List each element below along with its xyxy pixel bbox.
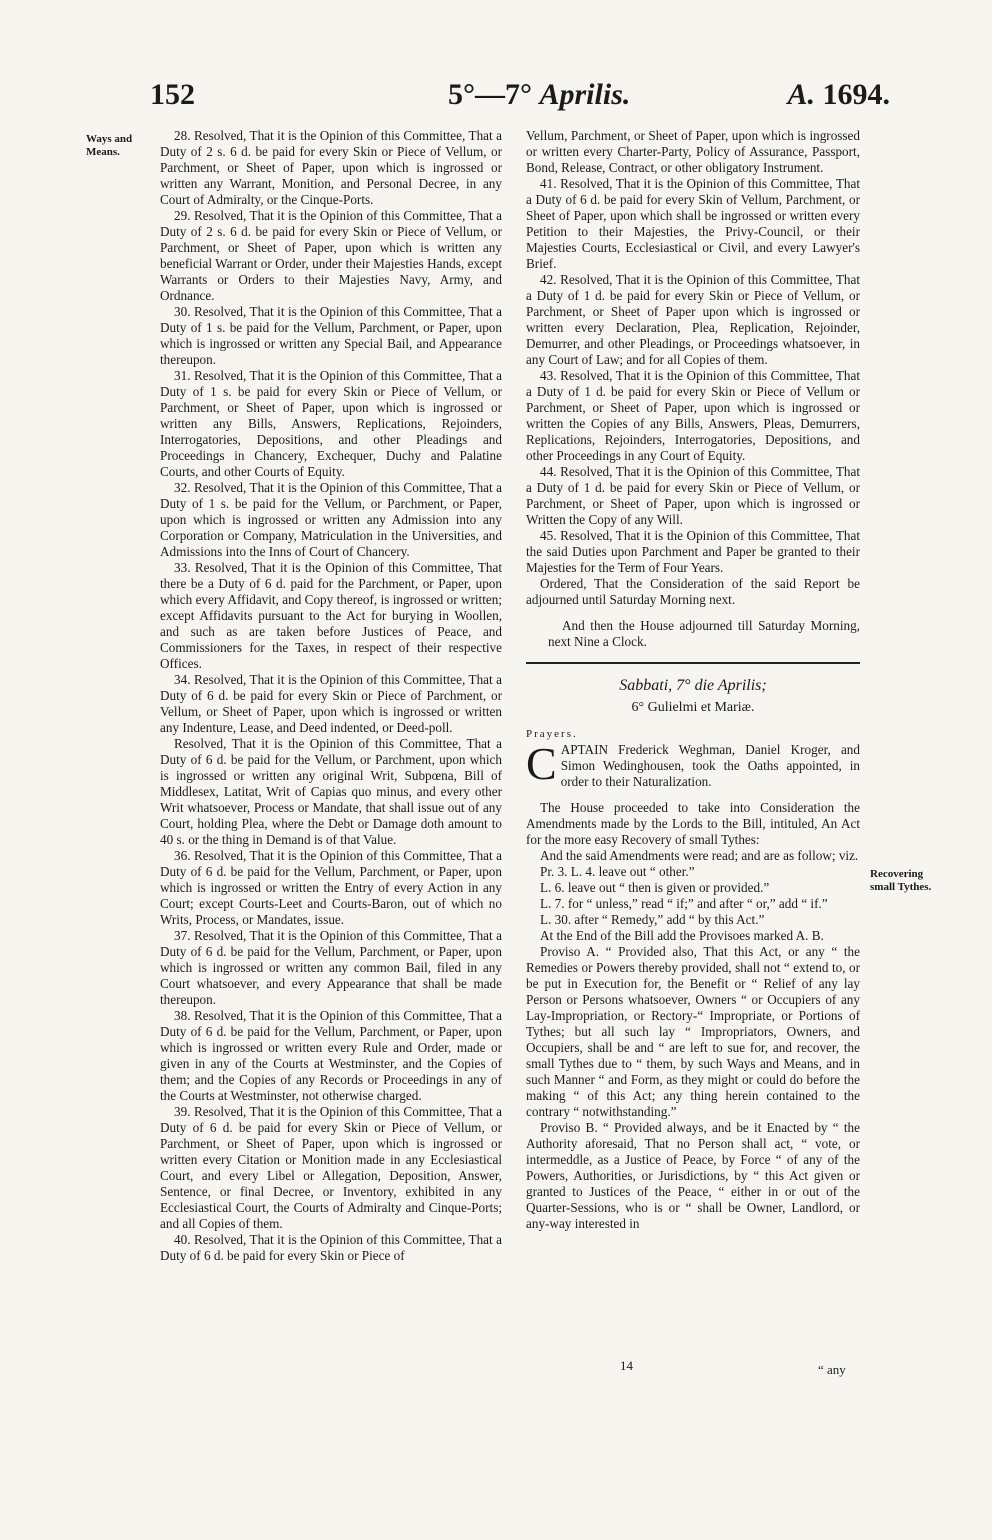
amendment-2: L. 6. leave out “ then is given or provided.”	[540, 880, 770, 895]
resolution-39: 39. Resolved, That it is the Opinion of this Committee, That a Duty of 6 d. be paid for every Skin or Piece of Vellum, or Parchment, or Sheet of Paper, upon which is ingrossed or written every Citation or Monition made in any Ecclesiastical Court, and every Libel or Allegation, Deposition, Answer, Sentence, or final Decree, or Inventory, exhibited in any Ecclesiastical Court, the Courts of Admiralty and Cinque-Ports; and all Copies of them.	[160, 1104, 502, 1231]
resolution-35: Resolved, That it is the Opinion of this Committee, That a Duty of 6 d. be paid for the Vellum, or Parchment, upon which is ingrossed or written any original Writ, Subpœna, Bill of Middlesex, Latitat, Writ of Capias quo minus, and every other Writ whatsoever, Process or Mandate, that shall issue out of any Court, holding Plea, where the Debt or Damage doth amount to 40 s. or the thing in Demand is of that Value.	[160, 736, 502, 847]
captain-paragraph	[526, 738, 860, 790]
header-year-number: 1694.	[822, 78, 890, 111]
resolution-45: 45. Resolved, That it is the Opinion of this Committee, That the said Duties upon Parchment and Paper be granted to their Majesties for the Term of Four Years.	[526, 528, 860, 575]
header-date-days: 5°—7°	[448, 78, 540, 111]
section-divider	[526, 662, 860, 664]
drop-cap: C	[526, 738, 557, 789]
reign-line: 6° Gulielmi et Mariæ.	[631, 700, 755, 715]
header-year	[787, 78, 890, 112]
ordered-paragraph: Ordered, That the Consideration of the said Report be adjourned until Saturday Morning next.	[526, 576, 860, 607]
resolution-40-continued: Vellum, Parchment, or Sheet of Paper, upon which is ingrossed or written every Charter-Party, Policy of Assurance, Passport, Bond, Release, Contract, or other obligatory Instrument.	[526, 128, 860, 175]
house-proceeded-paragraph: The House proceeded to take into Consideration the Amendments made by the Lords to the Bill, intituled, An Act for the more easy Recovery of small Tythes:	[526, 800, 860, 847]
resolution-40: 40. Resolved, That it is the Opinion of this Committee, That a Duty of 6 d. be paid for every Skin or Piece of	[160, 1232, 502, 1263]
resolution-28: 28. Resolved, That it is the Opinion of this Committee, That a Duty of 2 s. 6 d. be paid for every Skin or Piece of Vellum, or Parchment, or Sheet of Paper, upon which is ingrossed or written any Warrant, Monition, and Personal Decree, in any Court of Admiralty, or the Cinque-Ports.	[160, 128, 502, 207]
prayers-heading: Prayers.	[526, 728, 578, 740]
amendment-4: L. 30. after “ Remedy,” add “ by this Act.”	[540, 912, 765, 927]
amendments-read: And the said Amendments were read; and are as follow; viz.	[540, 848, 859, 863]
catchword: “ any	[818, 1362, 846, 1377]
day-heading: Sabbati, 7° die Aprilis;	[619, 677, 767, 694]
provisoes-line: At the End of the Bill add the Provisoes marked A. B.	[540, 928, 824, 943]
left-column	[160, 128, 502, 1264]
resolution-41: 41. Resolved, That it is the Opinion of this Committee, That a Duty of 6 d. be paid for every Skin of Vellum, Parchment, or Sheet of Paper, upon which shall be ingrossed or written every Petition to their Majesties, the Privy-Council, or their Majesties Courts, Ecclesiastical or Civil, and every Lawyer's Brief.	[526, 176, 860, 271]
resolution-42: 42. Resolved, That it is the Opinion of this Committee, That a Duty of 1 d. be paid for every Skin or Piece of Vellum, or Parchment, or Sheet of Paper upon which is ingrossed or written every Declaration, Plea, Replication, Rejoinder, Demurrer, and other Pleadings, or Proceedings whatsoever, in any Court of Law; and for all Copies of them.	[526, 272, 860, 367]
header-year-prefix: A.	[787, 78, 815, 111]
resolution-37: 37. Resolved, That it is the Opinion of this Committee, That a Duty of 6 d. be paid for the Vellum, Parchment, or Paper, upon which is ingrossed or written any common Bail, filed in any Court whatsoever, and every Appearance that shall be made thereupon.	[160, 928, 502, 1007]
resolution-43: 43. Resolved, That it is the Opinion of this Committee, That a Duty of 1 d. be paid for every Skin or Piece of Vellum or Parchment, or Sheet of Paper, upon which is ingrossed or written the Copies of any Bills, Answers, Pleas, Demurrers, Replications, Rejoinders, Interrogatories, Depositions, and other Proceedings in any Court of Equity.	[526, 368, 860, 463]
right-column	[526, 128, 860, 1232]
margin-note-ways-and-means: Ways and Means.	[86, 133, 133, 158]
signature-mark: 14	[620, 1358, 633, 1373]
margin-note-recovering-tythes: Recovering small Tythes.	[870, 868, 932, 893]
amendment-1: Pr. 3. L. 4. leave out “ other.”	[540, 864, 695, 879]
amendment-3: L. 7. for “ unless,” read “ if;” and after “ or,” add “ if.”	[540, 896, 828, 911]
resolution-32: 32. Resolved, That it is the Opinion of this Committee, That a Duty of 1 s. be paid for the Vellum, or Parchment, or Paper, upon which is ingrossed or written any Admission into any Corporation or Company, Matriculation in the Universities, and Admissions into the Inns of Court of Chancery.	[160, 480, 502, 559]
resolution-34: 34. Resolved, That it is the Opinion of this Committee, That a Duty of 6 d. be paid for every Skin or Piece of Parchment, or Vellum, or Sheet of Paper, upon which is ingrossed or written any Indenture, Lease, and Deed indented, or Deed-poll.	[160, 672, 502, 735]
header-month: Aprilis.	[539, 78, 631, 111]
resolution-36: 36. Resolved, That it is the Opinion of this Committee, That a Duty of 6 d. be paid for the Vellum, Parchment, or Paper, upon which is ingrossed or written the Entry of every Action in any Court; except Courts-Leet and Courts-Baron, out of which no Writs, Process, or Mandates, issue.	[160, 848, 502, 927]
resolution-29: 29. Resolved, That it is the Opinion of this Committee, That a Duty of 2 s. 6 d. be paid for every Skin or Piece of Vellum, or Parchment, or Sheet of Paper, upon which is written any beneficial Warrant or Order, under their Majesties Hands, except Warrants or Orders to their Majesties Navy, Army, and Ordnance.	[160, 208, 502, 303]
resolution-44: 44. Resolved, That it is the Opinion of this Committee, That a Duty of 1 d. be paid for every Skin or Piece of Vellum, or Parchment, or Sheet of Paper, upon which is ingrossed or Written the Copy of any Will.	[526, 464, 860, 527]
page-number: 152	[150, 78, 195, 111]
captain-paragraph-text: APTAIN Frederick Weghman, Daniel Kroger, and Simon Wedinghousen, took the Oaths appointed, in order to their Naturalization.	[560, 742, 860, 789]
resolution-38: 38. Resolved, That it is the Opinion of this Committee, That a Duty of 6 d. be paid for the Vellum, Parchment, or Paper, upon which is ingrossed or written every Rule and Order, made or given in any of the Courts at Westminster, and the Copies of them; and the Copies of any Records or Proceedings in any of the Courts at Westminster, not otherwise charged.	[160, 1008, 502, 1103]
resolution-33: 33. Resolved, That it is the Opinion of this Committee, That there be a Duty of 6 d. paid for the Parchment, or Paper, upon which every Affidavit, and Copy thereof, is ingrossed or written; except Affidavits pursuant to the Act for burying in Woollen, and such as are taken before Justices of Peace, and Commissioners for the Taxes, in respect of their respective Offices.	[160, 560, 502, 671]
adjournment-line: And then the House adjourned till Saturday Morning, next Nine a Clock.	[548, 618, 860, 649]
proviso-b: Proviso B. “ Provided always, and be it Enacted by “ the Authority aforesaid, That no Person shall act, “ vote, or intermeddle, as a Justice of Peace, by Force “ of any of the Powers, Authorities, or Jurisdictions, by “ this Act given or granted to Justices of the Peace, “ either in or out of the Quarter-Sessions, who is or “ shall be Owner, Landlord, or any-way interested in	[526, 1120, 860, 1231]
resolution-30: 30. Resolved, That it is the Opinion of this Committee, That a Duty of 1 s. be paid for the Vellum, Parchment, or Paper, upon which is ingrossed or written any Special Bail, and Appearance thereupon.	[160, 304, 502, 367]
proviso-a: Proviso A. “ Provided also, That this Act, or any “ the Remedies or Powers thereby provided, shall not “ extend to, or be put in Execution for, the Benefit or “ Relief of any lay Person or Persons whatsoever, Owners “ or Occupiers of any Lay-Impropriation, or Rectory-“ Impropriate, or Portions of Tythes; but all such lay “ Impropriators, Owners, and Occupiers, shall be and “ are left to sue for, and recover, the small Tythes due to “ them, by such Ways and Means, and in such Manner “ and Form, as they might or could do before the making “ of this Act; any thing herein contained to the contrary “ notwithstanding.”	[526, 944, 860, 1119]
page-header	[150, 78, 890, 120]
resolution-31: 31. Resolved, That it is the Opinion of this Committee, That a Duty of 1 s. be paid for every Skin or Piece of Vellum, or Parchment, or Sheet of Paper, upon which is ingrossed or written any Bills, Answers, Replications, Rejoinders, Interrogatories, Depositions, and other Pleadings and Proceedings in Chancery, Exchequer, Duchy and Palatine Courts, and other Courts of Equity.	[160, 368, 502, 479]
header-date	[448, 78, 630, 112]
